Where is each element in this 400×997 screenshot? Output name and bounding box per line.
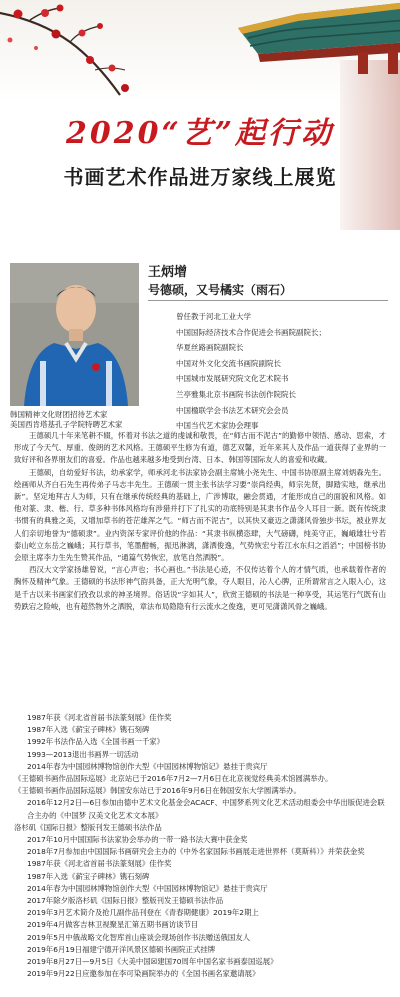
artist-title-item: 中国楹联学会书法艺术研究会会员: [176, 405, 289, 415]
bio-paragraph: 西汉大文学家扬雄曾说，“言心声也；书心画也。”书法是心迹，不仅传达着个人的才情气质，也承载着作者的胸怀及精神气象。王德硕的书法形神气韵具备，正大光明气象，夺人眼目，沁人心脾，正所谓常言之入眼入心，这是千古以来书画家们孜孜以求的神圣境界。俗话说“字如其人”，欣赏王德硕的书法是一种享受，其运笔行气既有山势跌宕之险峻，也有超然物外之洒脱，章法布局隐隐有行云流水之俊逸，更可见潇潇风骨之巍峨。: [14, 565, 386, 611]
record-item: 2018年7月参加由中国国际书画研究会主办的《中外名家国际书画展走进世界杯（莫斯科）》并荣获金奖: [27, 847, 365, 857]
record-item: 2019年3月艺术简介及抢几副作品刊登在《青春期健康》2019年2期上: [27, 908, 259, 918]
record-item: 2014年春为中国园林博物馆创作大型《中国园林博物馆记》悬挂于贵宾厅: [27, 883, 268, 893]
record-item: 1992年书法作品入选《全国书画一千家》: [27, 737, 165, 747]
record-item: 2014年春为中国园林博物馆创作大型《中国园林博物馆记》悬挂于贵宾厅: [27, 761, 268, 771]
artist-title-item: 中国对外文化交流书画院副院长: [176, 358, 281, 368]
artist-alias: 号德硕，又号橘实（雨石）: [148, 283, 293, 297]
record-item: 1993—2013退出书画界一切活动: [27, 749, 139, 759]
record-item: 2019年8月27日—9月5日《大美中国☒建国70周年中国名家书画泰国巡展》: [27, 957, 278, 967]
page-title: 2020“艺”起行动: [65, 116, 334, 151]
record-item: 2019年5月中俄战略文化智库首山座谈会现场创作书法赠送俄国友人: [27, 932, 251, 942]
record-item: 2019年6月19日福建宁德开洋风景区德硕书画院正式挂牌: [27, 944, 216, 954]
record-item: 2017年除夕版洛杉矶《国际日报》整版刊发王德硕书法作品: [27, 896, 224, 906]
record-item: 洛杉矶《国际日报》整版刊发王德硕书法作品: [14, 822, 162, 832]
record-item: 1987年入选《薪宝子碑林》镌石刻碑: [27, 871, 150, 881]
artist-extra-titles: [10, 410, 270, 430]
record-item: 2019年4月做客吉林卫视聚星汇第五期书画访谈节目: [27, 920, 199, 930]
bio-paragraph: 王德硕几十年来笔耕不辍，怀着对书法之道的虔诚和敬畏，在“师古而不泥古”的勤修中领悟、感动、思索，才形成了今天气、厚重、俊朗的艺术风格。王德硕平生修为有道，德艺双馨，近年来其人及作品一道获得了业界的一致好评和各界朋友们的喜爱。作品也越来越多地受到台湾、日本、韩国等国际友人的喜爱和收藏。: [14, 431, 386, 465]
banner: [0, 0, 400, 230]
artist-name: 王炳增: [148, 265, 188, 280]
record-item: 2016年12月2日—6日参加由德中艺术文化基金会ACACF、中国梦系列文化艺术活动组委会中华出版促进会联合主办的《中国梦 汉美文化艺术文本展》: [27, 798, 385, 820]
artist-extra-title-item: 美国西肯塔基孔子学院特聘艺术家: [10, 420, 123, 429]
artist-photo: [10, 263, 139, 406]
record-item: 2017年10月中国国际书法家协会举办的一带一路书法大赛中获金奖: [27, 835, 248, 845]
record-item: 1987年获《河北省首届书法篆刻展》佳作奖: [27, 859, 172, 869]
artist-title-item: 中国国际经济技术合作促进会书画院副院长；: [176, 327, 326, 337]
artist-title-item: 曾任教于河北工业大学: [176, 312, 251, 321]
record-item: 《王德硕书画作品国际巡展》北京站已于2016年7月2—7月6日在北京视觉经典美术馆圆满举办。: [14, 774, 333, 784]
plum-blossom-branch-decoration: [0, 0, 150, 110]
name-divider: [148, 300, 388, 301]
record-item: 1987年入选《薪宝子碑林》镌石刻碑: [27, 725, 150, 735]
record-item: 《王德硕书画作品国际巡展》韩国安东站已于2016年9月6日在韩国安东大学圆满举办。: [14, 786, 301, 796]
record-item: 1987年获《河北省首届书法篆刻展》佳作奖: [27, 713, 172, 722]
artist-portrait-image: [10, 263, 139, 406]
record-item: 2019年9月22日应邀参加在李可染画院举办的《全国书画名家邀请展》: [27, 969, 260, 979]
palace-roof-decoration: [238, 0, 400, 74]
artist-title-item: 中国城市发展研究院文化艺术院书: [176, 374, 289, 384]
page-subtitle: 书画艺术作品进万家线上展览: [63, 165, 337, 189]
exhibition-records: [14, 712, 386, 980]
artist-title-item: 中国当代艺术家协会理事: [176, 421, 259, 431]
artist-title-item: 兰亭雅集北京书画院书法创作院院长: [176, 389, 296, 399]
artist-title-item: 华夏丝路画院副院长: [176, 343, 244, 353]
artist-extra-title-item: 韩国精神文化财团招待艺术家: [10, 410, 108, 419]
artist-biography: [14, 430, 386, 613]
bio-paragraph: 王德硕，自幼爱好书法，幼承家学，师承河北书法家协会副主席姚小尧先生、中国书协原副主席刘炳森先生。绘画师从齐白石先生再传弟子马志丰先生。王德硕一贯主张书法学习要“崇尚经典，师宗先贤，脚踏实地，继承出新”。坚定地拜古人为师，只有在继承传统经典的基础上，广涉博取，融会贯通，才能形成自己的面貌和风格。如他对篆、隶、楷、行、草多种书体风格均有涉猎并打下了扎实的功底特别是其隶书作品令人耳目一新。既有传统隶书惯有的典雅之美，又增加草书的苍茫雄浑之气。“师古而不泥古”，以其快又豪迈之潇潇风骨独步书坛，被业界友人们亲切地誉为“德硕隶”。业内资深专家评价他的作品：“其隶书纵横恣肆，大气磅礴，纯美守正，巍峨雄壮兮若泰山屹立东岳之巍峨；其行草书，笔墨酣畅，振迅淋漓，潇洒俊逸，气势恢宏兮若江水东归之滔滔”；中国榜书协会原主席李力生先生赞其作品，“通篇气势恢宏，放笔自然洒脱”。: [14, 467, 386, 563]
